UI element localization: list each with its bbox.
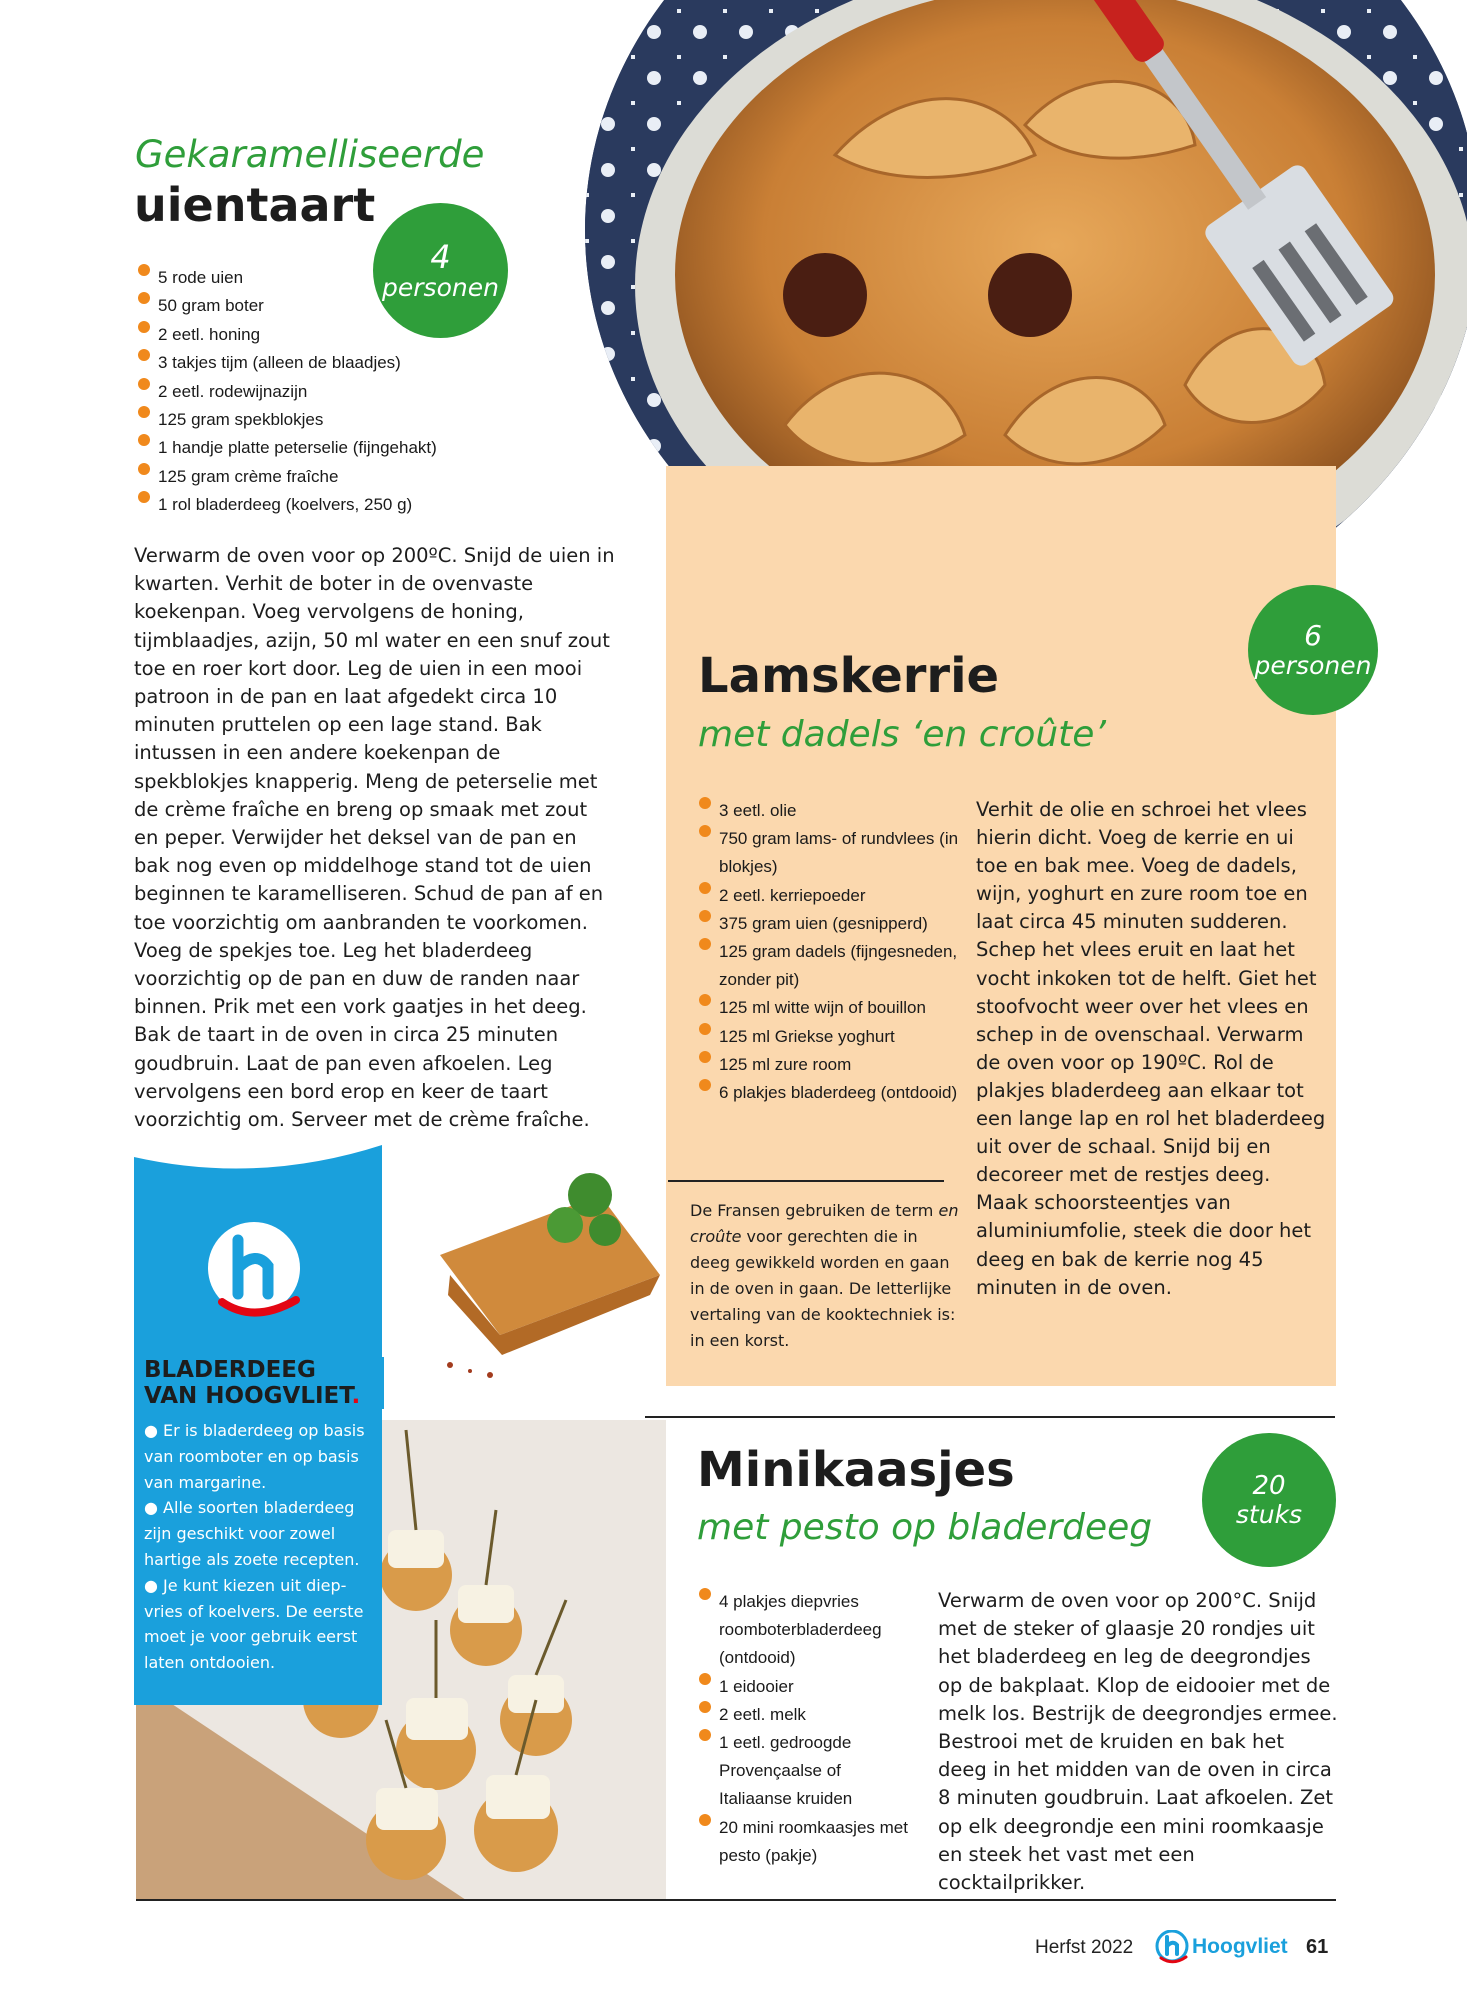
ingredient-item: 375 gram uien (gesnipperd) [697, 910, 962, 938]
recipe3-method: Verwarm de oven voor op 200°C. Snijd met de steker of glaasje 20 rondjes uit het bladerdeeg en leg de deegrondjes op de bakplaat. Klop de eidooier met de melk los. Bestrijk de deegrondjes ermee. Bestrooi met de kruiden en bak het deeg in het midden van de oven in circa 8 minuten goudbruin. Laat afkoelen. Zet op elk deegrondje een mini roomkaasje en steek het vast met een cocktailprikker. [938, 1589, 1338, 1895]
info-heading-dot: . [351, 1383, 361, 1409]
ingredient-item: 5 rode uien [136, 264, 606, 292]
info-point [144, 1573, 372, 1676]
recipe2-method: Verhit de olie en schroei het vlees hierin dicht. Voeg de kerrie en ui toe en bak mee. Voeg de dadels, wijn, yoghurt en zure room toe en laat circa 45 minuten sudderen. Schep het vlees eruit en laat het vocht inkoken tot de helft. Giet het stoofvocht weer over het vlees en schep in de ovenschaal. Verwarm de oven voor op 190ºC. Rol de plakjes bladerdeeg aan elkaar tot een lange lap en rol het bladerdeeg uit over de schaal. Snijd bij en decoreer met de restjes deeg. Maak schoorsteentjes van aluminiumfolie, steek die door het deeg en bak de kerrie nog 45 minuten in de oven. [976, 798, 1326, 1299]
badge-number: 4 [430, 237, 451, 276]
tip-text-end: voor gerechten die in deeg gewikkeld worden en gaan in de oven in gaan. De letterlijke vertaling van de kooktechniek is: in een korst. [690, 1227, 956, 1350]
info-box-points [144, 1418, 372, 1676]
ingredient-item: 125 ml Griekse yoghurt [697, 1023, 962, 1051]
badge-unit: personen [382, 272, 499, 302]
recipe3-top-rule [645, 1416, 1335, 1418]
ingredient-item: 1 rol bladerdeeg (koelvers, 250 g) [136, 491, 606, 519]
ingredient-item: 750 gram lams- of rundvlees (in blokjes) [697, 825, 962, 881]
bullet-icon: ● [144, 1421, 164, 1440]
bullet-icon: ● [144, 1498, 164, 1518]
tip-divider [668, 1180, 944, 1182]
recipe1-title: uientaart [134, 178, 376, 232]
ingredient-item: 125 gram spekblokjes [136, 406, 606, 434]
info-point-text: Je kunt kiezen uit diep-vries of koelvers. De eerste moet je voor gebruik eerst laten ontdooien. [144, 1575, 364, 1673]
ingredient-item: 3 takjes tijm (alleen de blaadjes) [136, 349, 606, 377]
ingredient-item: 4 plakjes diepvries roomboterbladerdeeg (ontdooid) [697, 1588, 917, 1673]
recipe2-title-script: met dadels ‘en croûte’ [698, 714, 1106, 755]
ingredient-item: 1 eetl. gedroogde Provençaalse of Italiaanse kruiden [697, 1729, 917, 1814]
pastry-photo [390, 1135, 666, 1380]
recipe1-ingredient-list [136, 264, 606, 520]
ingredient-item: 3 eetl. olie [697, 797, 962, 825]
badge-unit: personen [1254, 651, 1372, 680]
tip-text-start: De Fransen gebruiken de term [690, 1201, 939, 1220]
info-point [144, 1495, 372, 1572]
ingredient-item: 6 plakjes bladerdeeg (ontdooid) [697, 1079, 962, 1107]
ingredient-item: 2 eetl. rodewijnazijn [136, 378, 606, 406]
footer-page-number: 61 [1306, 1936, 1329, 1958]
recipe3-ingredient-list [697, 1588, 917, 1870]
info-box-heading [144, 1357, 384, 1409]
ingredient-item: 125 gram crème fraîche [136, 463, 606, 491]
hoogvliet-h-logo-icon [204, 1220, 314, 1330]
ingredient-item: 2 eetl. melk [697, 1701, 917, 1729]
recipe3-servings-badge [1202, 1433, 1336, 1567]
ingredient-item: 50 gram boter [136, 292, 606, 320]
recipe2-title: Lamskerrie [698, 648, 1000, 704]
recipe1-method: Verwarm de oven voor op 200ºC. Snijd de uien in kwarten. Verhit de boter in de ovenvaste koekenpan. Voeg vervolgens de honing, tijmblaadjes, azijn, 50 ml water en een snuf zout toe en roer kort door. Leg de uien in een mooi patroon in de pan en laat afgedekt circa 10 minuten pruttelen op een lage stand. Bak intussen in een andere koekenpan de spekblokjes knapperig. Meng de peterselie met de crème fraîche en breng op smaak met zout en peper. Verwijder het deksel van de pan en bak nog even op middelhoge stand tot de uien beginnen te karamelliseren. Schud de pan af en toe voorzichtig om aanbranden te voorkomen. Voeg de spekjes toe. Leg het bladerdeeg voorzichtig op de pan en duw de randen naar binnen. Prik met een vork gaatjes in het deeg. Bak de taart in de oven in circa 25 minuten goudbruin. Laat de pan even afkoelen. Leg vervolgens een bord erop en keer de taart voorzichtig om. Serveer met de crème fraîche. [134, 544, 615, 1132]
recipe2-servings-badge [1248, 585, 1378, 715]
bladerdeeg-info-box [134, 1145, 382, 1705]
ingredient-item: 125 ml witte wijn of bouillon [697, 994, 962, 1022]
badge-number: 20 [1252, 1471, 1286, 1501]
badge-unit: stuks [1235, 1500, 1303, 1529]
recipe3-title: Minikaasjes [697, 1442, 1015, 1498]
ingredient-item: 125 gram dadels (fijngesneden, zonder pit) [697, 938, 962, 994]
info-point-text: Er is bladerdeeg op basis van roomboter en op basis van margarine. [144, 1421, 365, 1492]
hoogvliet-footer-logo-icon [1155, 1930, 1191, 1966]
ingredient-item: 125 ml zure room [697, 1051, 962, 1079]
ingredient-item: 1 handje platte peterselie (fijngehakt) [136, 434, 606, 462]
badge-number: 6 [1304, 619, 1322, 652]
recipe3-title-script: met pesto op bladerdeeg [697, 1507, 1153, 1548]
info-heading-line1: BLADERDEEG [144, 1357, 316, 1383]
recipe2-ingredient-list [697, 797, 962, 1107]
ingredient-item: 1 eidooier [697, 1673, 917, 1701]
footer-rule [136, 1899, 1336, 1901]
ingredient-item: 2 eetl. kerriepoeder [697, 882, 962, 910]
footer-season: Herfst 2022 [1035, 1937, 1134, 1958]
info-point-text: Alle soorten bladerdeeg zijn geschikt voor zowel hartige als zoete recepten. [144, 1498, 360, 1569]
pastry-illustration [390, 1135, 666, 1380]
ingredient-item: 2 eetl. honing [136, 321, 606, 349]
info-heading-line2: VAN HOOGVLIET [144, 1383, 352, 1409]
ingredient-item: 20 mini roomkaasjes met pesto (pakje) [697, 1814, 917, 1870]
info-point [144, 1418, 372, 1495]
tip-italic-term: en croûte [690, 1201, 959, 1246]
footer-brand: Hoogvliet [1192, 1935, 1288, 1958]
bullet-icon: ● [144, 1575, 164, 1595]
recipe1-title-script: Gekaramelliseerde [135, 133, 485, 176]
recipe2-tip [690, 1198, 960, 1354]
